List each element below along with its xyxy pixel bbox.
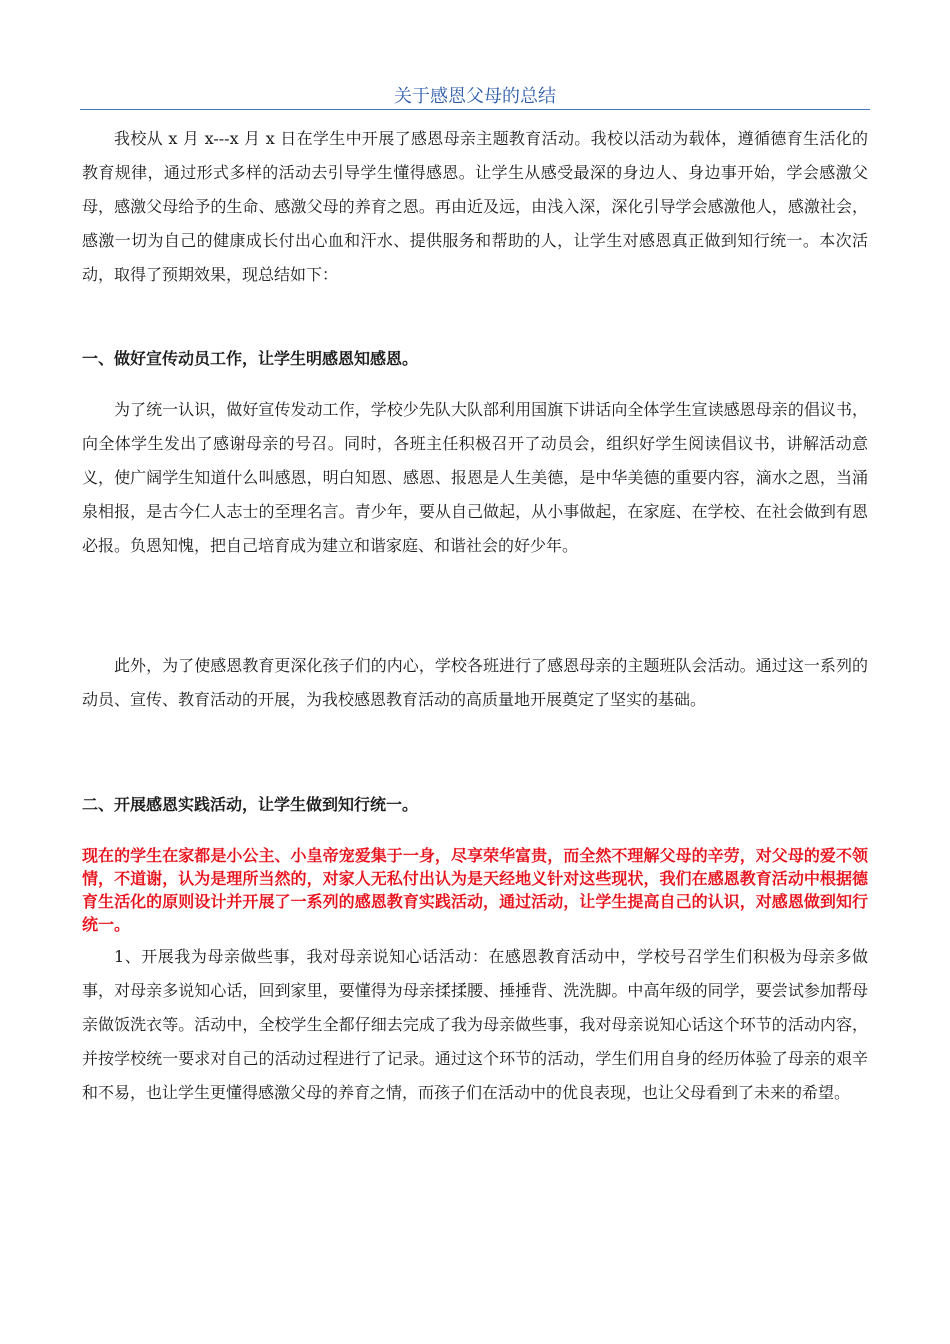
section-2-paragraph-1: 1、开展我为母亲做些事，我对母亲说知心话活动：在感恩教育活动中，学校号召学生们积极为母亲多做事，对母亲多说知心话，回到家里，要懂得为母亲揉揉腰、捶捶背、洗洗脚。中高年级的同学，要尝试参加帮母亲做饭洗衣等。活动中，全校学生全都仔细去完成了我为母亲做些事，我对母亲说知心话这个环节的活动内容，并按学校统一要求对自己的活动过程进行了记录。通过这个环节的活动，学生们用自身的经历体验了母亲的艰辛和不易，也让学生更懂得感激父母的养育之情，而孩子们在活动中的优良表现，也让父母看到了未来的希望。 [82,947,868,1102]
section-1-paragraph-1: 为了统一认识，做好宣传发动工作，学校少先队大队部利用国旗下讲话向全体学生宣读感恩母亲的倡议书，向全体学生发出了感谢母亲的号召。同时，各班主任积极召开了动员会，组织好学生阅读倡议书，讲解活动意义，使广阔学生知道什么叫感恩，明白知恩、感恩、报恩是人生美德，是中华美德的重要内容，滴水之恩，当涌泉相报，是古今仁人志士的至理名言。青少年，要从自己做起，从小事做起，在家庭、在学校、在社会做到有恩必报。负恩知愧，把自己培育成为建立和谐家庭、和谐社会的好少年。 [82,400,868,555]
document-title: 关于感恩父母的总结 [394,86,556,107]
title-underline [80,109,870,110]
section-2-heading: 二、开展感恩实践活动，让学生做到知行统一。 [82,795,419,814]
section-1-paragraph-2: 此外，为了使感恩教育更深化孩子们的内心，学校各班进行了感恩母亲的主题班队会活动。通过这一系列的动员、宣传、教育活动的开展，为我校感恩教育活动的高质量地开展奠定了坚实的基础。 [82,656,868,709]
section-2-highlight-paragraph: 现在的学生在家都是小公主、小皇帝宠爱集于一身，尽享荣华富贵，而全然不理解父母的辛劳，对父母的爱不领情，不道谢，认为是理所当然的，对家人无私付出认为是天经地义针对这些现状，我们在感恩教育活动中根据德育生活化的原则设计并开展了一系列的感恩教育实践活动，通过活动，让学生提高自己的认识，对感恩做到知行统一。 [82,846,868,934]
intro-paragraph: 我校从 x 月 x---x 月 x 日在学生中开展了感恩母亲主题教育活动。我校以活动为载体，遵循德育生活化的教育规律，通过形式多样的活动去引导学生懂得感恩。让学生从感受最深的身边人、身边事开始，学会感激父母，感激父母给予的生命、感激父母的养育之恩。再由近及远，由浅入深，深化引导学会感激他人，感激社会，感激一切为自己的健康成长付出心血和汗水、提供服务和帮助的人，让学生对感恩真正做到知行统一。本次活动，取得了预期效果，现总结如下： [82,129,868,284]
section-1-heading: 一、做好宣传动员工作，让学生明感恩知感恩。 [82,349,419,368]
